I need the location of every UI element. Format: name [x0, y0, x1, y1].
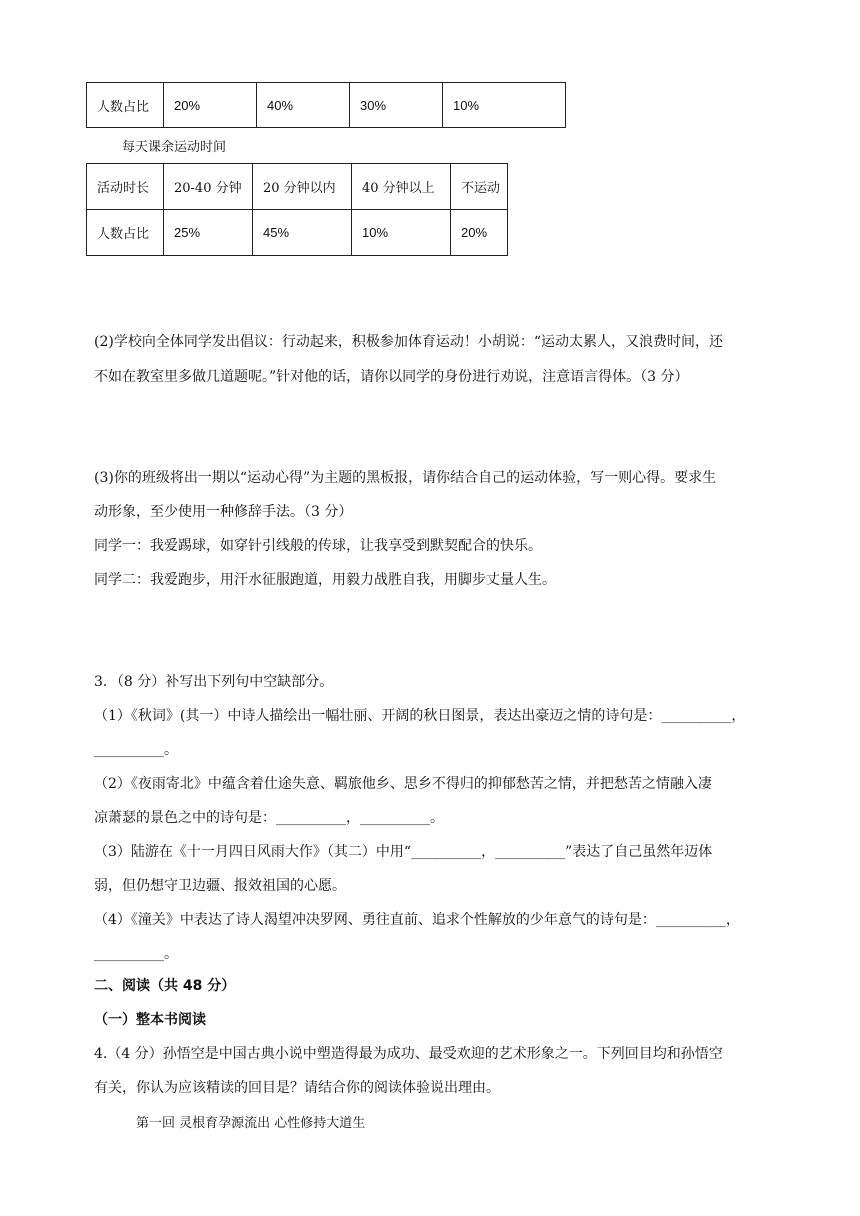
question-3-text: (3)你的班级将出一期以“运动心得”为主题的黑板报，请你结合自己的运动体验，写一则心得。要求生 — [94, 470, 717, 486]
table-row — [87, 83, 566, 128]
table-cell: 人数占比 — [87, 83, 164, 128]
poem-fill-item: （4）《潼关》中表达了诗人渴望冲决罗网、勇往直前、追求个性解放的少年意气的诗句是：__________， — [94, 912, 740, 928]
question-2-text: (2)学校向全体同学发出倡议：行动起来，积极参加体育运动！小胡说：“运动太累人，又浪费时间，还 — [94, 334, 723, 350]
poem-fill-item: （1）《秋词》(其一）中诗人描绘出一幅壮丽、开阔的秋日图景，表达出豪迈之情的诗句是：__________， — [94, 708, 746, 724]
poem-fill-item: （2）《夜雨寄北》中蕴含着仕途失意、羁旅他乡、思乡不得归的抑郁愁苦之情，并把愁苦之情融入凄 — [94, 776, 712, 792]
table-cell: 20% — [164, 83, 257, 128]
exercise-time-table — [86, 163, 508, 256]
question-2-text: 不如在教室里多做几道题呢。”针对他的话，请你以同学的身份进行劝说，注意语言得体。（3 分） — [94, 369, 689, 385]
subsection-title: （一）整本书阅读 — [94, 1012, 206, 1028]
poem-fill-item: 弱，但仍想守卫边疆、报效祖国的心愿。 — [94, 878, 346, 894]
table-cell: 25% — [164, 210, 253, 256]
column-header: 不运动 — [451, 164, 508, 210]
poem-fill-item: （3）陆游在《十一月四日风雨大作》（其二）中用“__________，__________”表达了自己虽然年迈体 — [94, 844, 713, 860]
proportion-table-top — [86, 82, 566, 128]
table-cell: 20% — [451, 210, 508, 256]
poem-fill-item: __________。 — [94, 946, 178, 962]
poem-fill-item: __________。 — [94, 742, 178, 758]
table-header-row — [87, 164, 508, 210]
question-4-text: 4.（4 分）孙悟空是中国古典小说中塑造得最为成功、最受欢迎的艺术形象之一。下列回目均和孙悟空 — [94, 1046, 723, 1062]
table-cell: 30% — [350, 83, 443, 128]
question-4-text: 有关，你认为应该精读的回目是？请结合你的阅读体验说出理由。 — [94, 1080, 500, 1096]
poem-fill-item: 凉萧瑟的景色之中的诗句是：__________，__________。 — [94, 810, 444, 826]
question-title: 3．（8 分）补写出下列句中空缺部分。 — [94, 674, 334, 690]
question-3-text: 动形象，至少使用一种修辞手法。（3 分） — [94, 504, 353, 520]
chapter-title: 第一回 灵根育孕源流出 心性修持大道生 — [136, 1116, 366, 1131]
table-caption: 每天课余运动时间 — [122, 140, 227, 155]
table-cell: 10% — [352, 210, 451, 256]
table-cell: 10% — [443, 83, 566, 128]
example-student-1: 同学一：我爱踢球，如穿针引线般的传球，让我享受到默契配合的快乐。 — [94, 538, 542, 554]
table-row — [87, 210, 508, 256]
table-cell: 人数占比 — [87, 210, 164, 256]
table-cell: 40% — [257, 83, 350, 128]
example-student-2: 同学二：我爱跑步，用汗水征服跑道，用毅力战胜自我，用脚步丈量人生。 — [94, 572, 556, 588]
section-title: 二、阅读（共 48 分） — [94, 978, 236, 994]
column-header: 20-40 分钟 — [164, 164, 253, 210]
table-cell: 45% — [253, 210, 352, 256]
column-header: 活动时长 — [87, 164, 164, 210]
column-header: 40 分钟以上 — [352, 164, 451, 210]
column-header: 20 分钟以内 — [253, 164, 352, 210]
